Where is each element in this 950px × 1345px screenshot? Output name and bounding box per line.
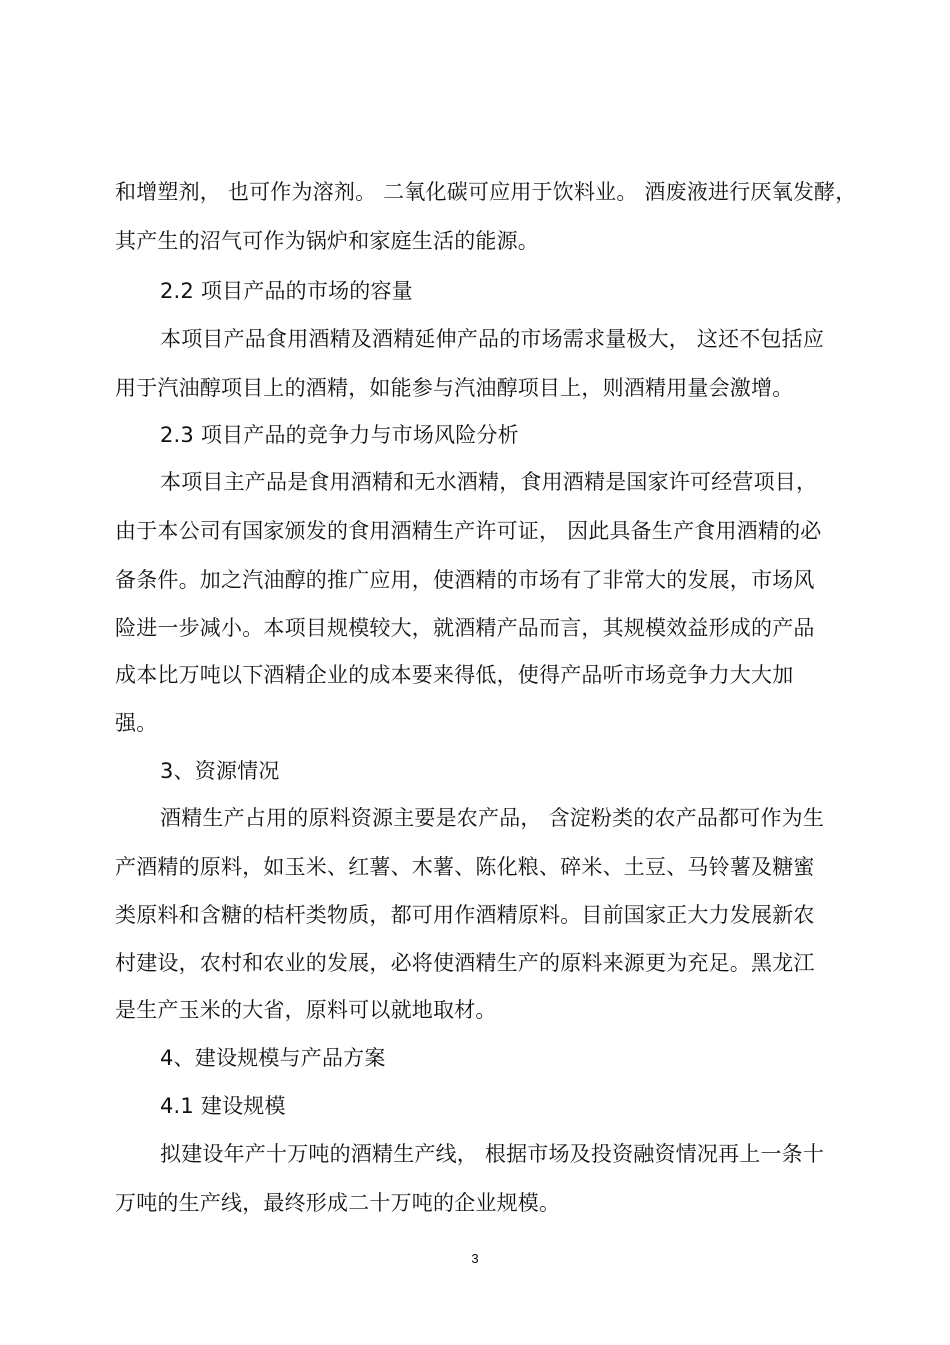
body-text-line: 和增塑剂， 也可作为溶剂。 二氧化碳可应用于饮料业。 酒废液进行厌氧发酵，	[115, 180, 857, 204]
section-heading-2-3: 2.3 项目产品的竞争力与市场风险分析	[160, 423, 519, 447]
body-text-line: 是生产玉米的大省，原料可以就地取材。	[115, 998, 497, 1022]
section-heading-2-2: 2.2 项目产品的市场的容量	[160, 279, 413, 303]
body-text-line: 拟建设年产十万吨的酒精生产线， 根据市场及投资融资情况再上一条十	[160, 1142, 825, 1166]
body-text-line: 由于本公司有国家颁发的食用酒精生产许可证， 因此具备生产食用酒精的必	[115, 519, 822, 543]
body-text-line: 万吨的生产线，最终形成二十万吨的企业规模。	[115, 1191, 561, 1215]
section-heading-3: 3、资源情况	[160, 759, 280, 783]
body-text-line: 类原料和含糖的桔杆类物质，都可用作酒精原料。目前国家正大力发展新农	[115, 903, 815, 927]
body-text-line: 险进一步减小。本项目规模较大，就酒精产品而言，其规模效益形成的产品	[115, 616, 815, 640]
body-text-line: 备条件。加之汽油醇的推广应用，使酒精的市场有了非常大的发展，市场风	[115, 568, 815, 592]
body-text-line: 本项目主产品是食用酒精和无水酒精，食用酒精是国家许可经营项目，	[160, 470, 818, 494]
body-text-line: 其产生的沼气可作为锅炉和家庭生活的能源。	[115, 229, 539, 253]
body-text-line: 成本比万吨以下酒精企业的成本要来得低，使得产品听市场竞争力大大加	[115, 663, 794, 687]
body-text-line: 本项目产品食用酒精及酒精延伸产品的市场需求量极大， 这还不包括应	[160, 327, 825, 351]
body-text-line: 村建设，农村和农业的发展，必将使酒精生产的原料来源更为充足。黑龙江	[115, 951, 815, 975]
body-text-line: 用于汽油醇项目上的酒精，如能参与汽油醇项目上，则酒精用量会激增。	[115, 376, 794, 400]
page-number: 3	[471, 1251, 479, 1266]
section-heading-4-1: 4.1 建设规模	[160, 1094, 286, 1118]
body-text-line: 酒精生产占用的原料资源主要是农产品， 含淀粉类的农产品都可作为生	[160, 806, 825, 830]
body-text-line: 强。	[115, 711, 158, 735]
section-heading-4: 4、建设规模与产品方案	[160, 1046, 386, 1070]
body-text-line: 产酒精的原料，如玉米、红薯、木薯、陈化粮、碎米、土豆、马铃薯及糖蜜	[115, 855, 815, 879]
